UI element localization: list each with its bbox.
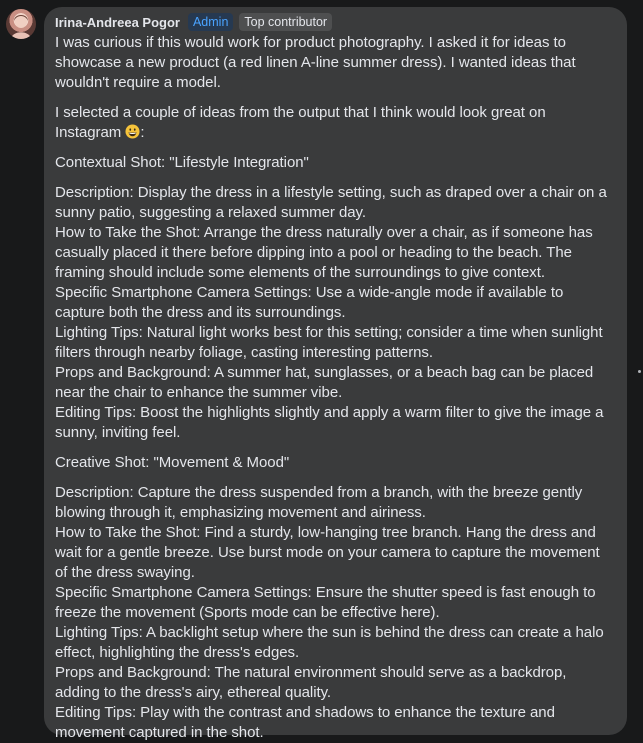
intro-paragraph: I was curious if this would work for product photography. I asked it for ideas to showcase a new product (a red linen A-line summer dress). I wanted ideas that wouldn't require a model. [55, 34, 576, 91]
shot1-description: Description: Display the dress in a lifestyle setting, such as draped over a chair on a sunny patio, suggesting a relaxed summer day. [55, 184, 607, 221]
shot1-title: Contextual Shot: "Lifestyle Integration" [55, 154, 309, 171]
grinning-face-emoji-icon [125, 124, 140, 139]
shot1-how-to: How to Take the Shot: Arrange the dress naturally over a chair, as if someone has casually placed it there before dipping into a pool or heading to the beach. The framing should include some elements of the surroundings to give context. [55, 224, 593, 281]
selected-text: I selected a couple of ideas from the output that I think would look great on Instagram [55, 104, 546, 141]
shot2-title: Creative Shot: "Movement & Mood" [55, 454, 290, 471]
shot1-editing: Editing Tips: Boost the highlights slightly and apply a warm filter to give the image a sunny, inviting feel. [55, 404, 604, 441]
comment-bubble [44, 7, 627, 741]
top-contributor-badge: Top contributor [239, 13, 332, 31]
comment-body [55, 33, 615, 743]
shot1-lighting: Lighting Tips: Natural light works best for this setting; consider a time when sunlight filters through nearby foliage, casting interesting patterns. [55, 324, 603, 361]
comment-header [55, 13, 615, 31]
shot2-camera-settings: Specific Smartphone Camera Settings: Ensure the shutter speed is fast enough to freeze the movement (Sports mode can be effective here). [55, 584, 596, 621]
shot1-props: Props and Background: A summer hat, sunglasses, or a beach bag can be placed near the chair to enhance the summer vibe. [55, 364, 594, 401]
shot2-how-to: How to Take the Shot: Find a sturdy, low-hanging tree branch. Hang the dress and wait for a gentle breeze. Use burst mode on your camera to capture the movement of the dress swaying. [55, 524, 600, 581]
shot2-lighting: Lighting Tips: A backlight setup where the sun is behind the dress can create a halo effect, highlighting the dress's edges. [55, 624, 604, 661]
avatar[interactable] [6, 9, 36, 39]
admin-badge: Admin [188, 13, 233, 31]
shot2-description: Description: Capture the dress suspended from a branch, with the breeze gently blowing through it, emphasizing movement and airiness. [55, 484, 583, 521]
selected-paragraph [55, 103, 615, 143]
selected-suffix: : [140, 124, 145, 141]
shot2-editing: Editing Tips: Play with the contrast and shadows to enhance the texture and movement captured in the shot. [55, 704, 555, 741]
author-name[interactable]: Irina-Andreea Pogor [55, 14, 180, 30]
scroll-indicator [638, 370, 641, 373]
shot2-props: Props and Background: The natural environment should serve as a backdrop, adding to the dress's airy, ethereal quality. [55, 664, 567, 701]
shot1-camera-settings: Specific Smartphone Camera Settings: Use a wide-angle mode if available to capture both the dress and its surroundings. [55, 284, 564, 321]
